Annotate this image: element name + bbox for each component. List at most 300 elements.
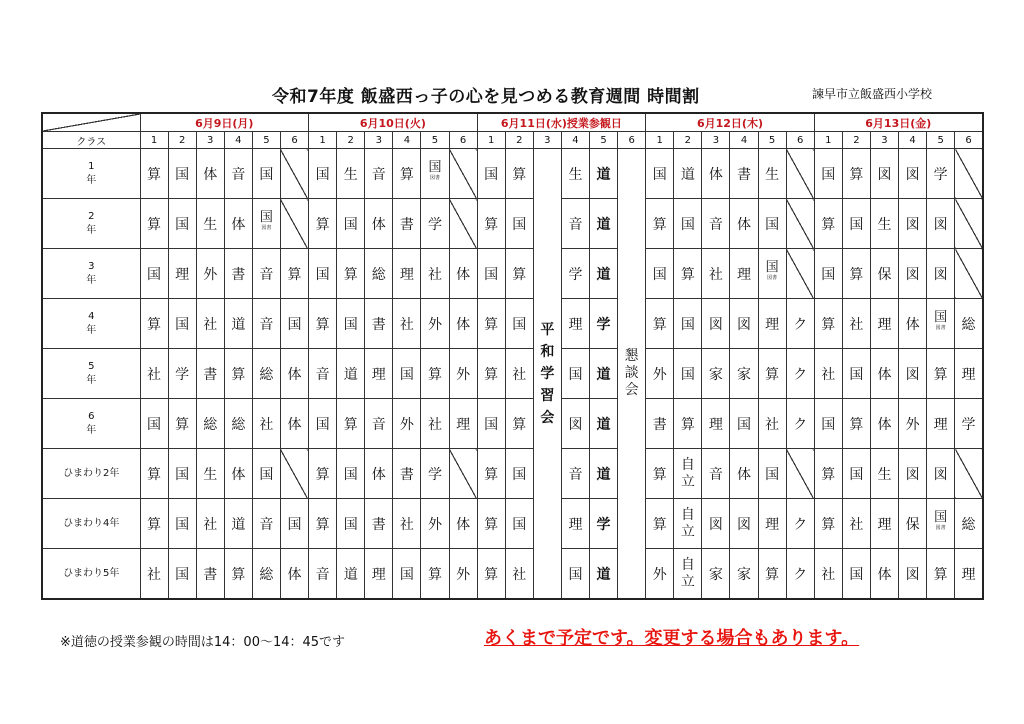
subject-cell: 外	[196, 249, 224, 299]
subject-cell: 外	[393, 399, 421, 449]
jiritsu-char: 立	[680, 523, 695, 540]
subject-cell: 道	[674, 149, 702, 199]
peace-assembly-label	[540, 319, 554, 429]
subject-cell: 総	[955, 299, 983, 349]
subject-cell: 体	[365, 199, 393, 249]
subject-cell: 生	[870, 199, 898, 249]
subject-cell: 国	[814, 399, 842, 449]
table-row	[42, 549, 983, 600]
subject-cell: 国	[393, 349, 421, 399]
subject-cell: 理	[702, 399, 730, 449]
subject-cell: 図	[899, 549, 927, 600]
subject-cell: 音	[252, 249, 280, 299]
subject-cell: 図	[899, 349, 927, 399]
class-suffix: 年	[86, 424, 97, 436]
period-number: 1	[814, 132, 842, 149]
subject-cell: 社	[758, 399, 786, 449]
class-header: クラス	[42, 132, 140, 149]
empty-slot	[955, 199, 983, 249]
subject-cell: 算	[758, 549, 786, 600]
subject-cell: 学	[421, 449, 449, 499]
period-number: 2	[842, 132, 870, 149]
subject-cell: 算	[421, 349, 449, 399]
subject-cell: 音	[365, 149, 393, 199]
empty-slot	[955, 149, 983, 199]
subject-cell: 国	[168, 299, 196, 349]
subject-top: 国	[934, 509, 948, 525]
table-row	[42, 399, 983, 449]
subject-cell: 道	[590, 149, 618, 199]
subject-cell: 図	[899, 199, 927, 249]
subject-cell: 算	[224, 349, 252, 399]
period-number: 4	[224, 132, 252, 149]
vchar: 学	[540, 365, 555, 382]
vchar: 習	[540, 387, 555, 404]
subject-cell: 社	[196, 499, 224, 549]
subject-cell: 道	[590, 549, 618, 600]
subject-cell: 国	[477, 399, 505, 449]
subject-cell: 算	[477, 199, 505, 249]
subject-cell: 算	[224, 549, 252, 600]
subject-cell: 書	[196, 349, 224, 399]
subject-cell: 体	[730, 449, 758, 499]
period-number: 2	[674, 132, 702, 149]
subject-cell: 国	[646, 249, 674, 299]
period-number: 1	[646, 132, 674, 149]
subject-cell: 国	[337, 499, 365, 549]
peace-assembly-cell	[533, 149, 561, 600]
subject-cell: 国	[842, 199, 870, 249]
schedule-warning: あくまで予定です。変更する場合もあります。	[484, 628, 860, 649]
period-number: 5	[252, 132, 280, 149]
subject-cell: 算	[140, 499, 168, 549]
class-name: ひまわり5年	[63, 567, 120, 579]
class-label	[42, 299, 140, 349]
subject-cell: 国	[730, 399, 758, 449]
table-row	[42, 349, 983, 399]
subject-cell: 国	[674, 199, 702, 249]
subject-cell: 総	[196, 399, 224, 449]
subject-cell: 国	[842, 549, 870, 600]
subject-kokugo-library	[927, 499, 955, 549]
subject-cell: 算	[477, 299, 505, 349]
subject-cell: ク	[786, 399, 814, 449]
subject-cell: 社	[421, 249, 449, 299]
subject-cell: 図	[899, 249, 927, 299]
subject-kokugo-library	[758, 249, 786, 299]
class-grade: 4	[88, 310, 95, 322]
subject-cell: 音	[309, 349, 337, 399]
subject-cell: 学	[561, 249, 589, 299]
subject-cell: 総	[252, 549, 280, 600]
period-number: 4	[899, 132, 927, 149]
period-number: 6	[280, 132, 308, 149]
period-number: 5	[590, 132, 618, 149]
subject-cell: 社	[393, 299, 421, 349]
subject-cell: 理	[365, 549, 393, 600]
period-number: 6	[449, 132, 477, 149]
subject-jiritsu	[674, 549, 702, 600]
subject-cell: 算	[280, 249, 308, 299]
subject-cell: 図	[730, 499, 758, 549]
subject-cell: 道	[224, 499, 252, 549]
subject-cell: 道	[590, 449, 618, 499]
class-suffix: 年	[86, 324, 97, 336]
subject-cell: 算	[842, 249, 870, 299]
subject-cell: 外	[646, 349, 674, 399]
subject-cell: 書	[730, 149, 758, 199]
subject-cell: 国	[814, 249, 842, 299]
empty-slot	[280, 149, 308, 199]
subject-cell: 算	[393, 149, 421, 199]
subject-cell: 道	[590, 199, 618, 249]
subject-cell: 外	[421, 499, 449, 549]
subject-sub: 図書	[935, 524, 946, 531]
vchar: 懇	[624, 348, 639, 364]
subject-cell: 国	[168, 499, 196, 549]
subject-cell: 国	[280, 499, 308, 549]
subject-cell: 社	[252, 399, 280, 449]
subject-cell: 書	[365, 499, 393, 549]
subject-cell: 生	[758, 149, 786, 199]
subject-cell: 社	[393, 499, 421, 549]
subject-cell: 書	[393, 449, 421, 499]
period-number: 3	[702, 132, 730, 149]
table-row	[42, 199, 983, 249]
subject-cell: 保	[870, 249, 898, 299]
period-number: 2	[168, 132, 196, 149]
table-row	[42, 449, 983, 499]
class-grade: 6	[88, 410, 95, 422]
period-number: 1	[140, 132, 168, 149]
subject-cell: 体	[280, 399, 308, 449]
period-number: 4	[561, 132, 589, 149]
subject-cell: 国	[309, 249, 337, 299]
subject-cell: 算	[814, 449, 842, 499]
school-name: 諫早市立飯盛西小学校	[812, 87, 933, 101]
subject-cell: 算	[477, 549, 505, 600]
subject-sub: 図書	[261, 224, 272, 231]
vchar: 和	[540, 343, 555, 360]
subject-cell: 国	[140, 399, 168, 449]
subject-cell: 体	[449, 299, 477, 349]
timetable	[41, 112, 984, 600]
subject-cell: 図	[927, 199, 955, 249]
subject-cell: 算	[646, 299, 674, 349]
subject-cell: 体	[224, 449, 252, 499]
period-number: 6	[618, 132, 646, 149]
class-label	[42, 549, 140, 600]
subject-cell: 国	[252, 449, 280, 499]
day-header: 6月11日(水)授業参観日	[477, 113, 646, 132]
subject-cell: 音	[561, 199, 589, 249]
subject-cell: 算	[140, 149, 168, 199]
subject-cell: 算	[477, 499, 505, 549]
class-name: ひまわり4年	[63, 517, 120, 529]
subject-cell: 図	[561, 399, 589, 449]
period-number: 1	[309, 132, 337, 149]
class-suffix: 年	[86, 174, 97, 186]
subject-cell: 書	[646, 399, 674, 449]
subject-cell: 算	[927, 349, 955, 399]
subject-cell: 道	[337, 549, 365, 600]
subject-cell: 国	[646, 149, 674, 199]
subject-cell: 国	[758, 449, 786, 499]
subject-cell: 学	[421, 199, 449, 249]
subject-cell: 図	[899, 149, 927, 199]
subject-cell: 生	[196, 449, 224, 499]
subject-cell: 音	[702, 199, 730, 249]
class-label	[42, 499, 140, 549]
subject-cell: 体	[702, 149, 730, 199]
subject-cell: 算	[674, 249, 702, 299]
subject-cell: ク	[786, 549, 814, 600]
subject-cell: 理	[955, 349, 983, 399]
subject-cell: 国	[561, 349, 589, 399]
subject-cell: 社	[505, 549, 533, 600]
subject-cell: 算	[309, 199, 337, 249]
empty-slot	[449, 199, 477, 249]
class-grade: 3	[88, 260, 95, 272]
subject-cell: 算	[140, 199, 168, 249]
subject-cell: 国	[505, 449, 533, 499]
subject-cell: 社	[140, 349, 168, 399]
subject-cell: 算	[758, 349, 786, 399]
subject-cell: 算	[674, 399, 702, 449]
subject-cell: 算	[842, 399, 870, 449]
vchar: 談	[624, 365, 639, 381]
period-number: 2	[337, 132, 365, 149]
period-number: 6	[955, 132, 983, 149]
class-name: ひまわり2年	[63, 467, 120, 479]
subject-cell: 体	[870, 399, 898, 449]
subject-cell: 理	[730, 249, 758, 299]
subject-cell: 書	[196, 549, 224, 600]
class-label	[42, 449, 140, 499]
subject-cell: 体	[280, 549, 308, 600]
subject-cell: 図	[702, 499, 730, 549]
subject-cell: 国	[280, 299, 308, 349]
class-suffix: 年	[86, 374, 97, 386]
subject-cell: 音	[309, 549, 337, 600]
subject-sub: 図書	[767, 274, 778, 281]
empty-slot	[449, 449, 477, 499]
subject-top: 国	[259, 209, 273, 225]
subject-cell: 音	[252, 299, 280, 349]
subject-cell: 理	[927, 399, 955, 449]
subject-jiritsu	[674, 449, 702, 499]
subject-cell: 社	[505, 349, 533, 399]
page-title: 令和7年度 飯盛西っ子の心を見つめる教育週間 時間割	[272, 87, 700, 107]
subject-cell: 国	[842, 349, 870, 399]
subject-cell: 学	[955, 399, 983, 449]
period-number: 5	[927, 132, 955, 149]
jiritsu-char: 自	[680, 556, 695, 573]
subject-cell: 学	[168, 349, 196, 399]
subject-cell: 算	[842, 149, 870, 199]
subject-cell: 図	[730, 299, 758, 349]
subject-cell: 理	[561, 299, 589, 349]
table-row	[42, 499, 983, 549]
day-header: 6月10日(火)	[309, 113, 478, 132]
subject-cell: 図	[702, 299, 730, 349]
subject-cell: 算	[309, 449, 337, 499]
subject-cell: 国	[477, 249, 505, 299]
parent-meeting-label	[625, 348, 639, 399]
subject-cell: 算	[140, 299, 168, 349]
subject-cell: 国	[758, 199, 786, 249]
subject-cell: 算	[927, 549, 955, 600]
subject-cell: 国	[168, 149, 196, 199]
subject-cell: 外	[899, 399, 927, 449]
subject-jiritsu	[674, 499, 702, 549]
subject-cell: 総	[365, 249, 393, 299]
table-row	[42, 249, 983, 299]
class-label	[42, 149, 140, 199]
corner-cell	[42, 113, 140, 132]
subject-cell: 体	[870, 349, 898, 399]
empty-slot	[955, 249, 983, 299]
empty-slot	[786, 449, 814, 499]
class-label	[42, 399, 140, 449]
subject-cell: 理	[870, 499, 898, 549]
subject-cell: 音	[252, 499, 280, 549]
subject-cell: 算	[140, 449, 168, 499]
empty-slot	[280, 449, 308, 499]
class-suffix: 年	[86, 274, 97, 286]
subject-cell: 国	[393, 549, 421, 600]
subject-cell: 国	[674, 349, 702, 399]
subject-cell: 算	[477, 349, 505, 399]
subject-cell: 外	[646, 549, 674, 600]
subject-cell: 理	[870, 299, 898, 349]
empty-slot	[786, 149, 814, 199]
subject-cell: 音	[702, 449, 730, 499]
period-number: 4	[730, 132, 758, 149]
subject-cell: 図	[927, 449, 955, 499]
footnote: ※道徳の授業参観の時間は14：00～14：45です	[60, 635, 346, 650]
subject-cell: 生	[561, 149, 589, 199]
subject-cell: 理	[393, 249, 421, 299]
subject-cell: 家	[702, 549, 730, 600]
subject-cell: 社	[140, 549, 168, 600]
subject-cell: 体	[365, 449, 393, 499]
subject-kokugo-library	[421, 149, 449, 199]
subject-cell: 体	[730, 199, 758, 249]
subject-kokugo-library	[927, 299, 955, 349]
day-header: 6月12日(木)	[646, 113, 815, 132]
subject-cell: 社	[702, 249, 730, 299]
subject-cell: 国	[168, 199, 196, 249]
jiritsu-char: 立	[680, 473, 695, 490]
subject-top: 国	[428, 159, 442, 175]
subject-cell: ク	[786, 499, 814, 549]
subject-cell: 外	[449, 349, 477, 399]
subject-cell: 体	[870, 549, 898, 600]
subject-cell: 生	[337, 149, 365, 199]
period-number: 3	[196, 132, 224, 149]
period-number: 3	[365, 132, 393, 149]
period-number: 6	[786, 132, 814, 149]
subject-cell: 音	[365, 399, 393, 449]
subject-cell: 家	[730, 549, 758, 600]
subject-cell: 社	[814, 549, 842, 600]
subject-cell: 図	[927, 249, 955, 299]
jiritsu-char: 立	[680, 573, 695, 590]
subject-cell: 体	[449, 249, 477, 299]
subject-cell: 算	[168, 399, 196, 449]
empty-slot	[955, 449, 983, 499]
subject-cell: 算	[421, 549, 449, 600]
day-header: 6月9日(月)	[140, 113, 309, 132]
class-grade: 1	[88, 160, 95, 172]
subject-cell: 図	[870, 149, 898, 199]
subject-cell: 道	[590, 349, 618, 399]
subject-cell: 社	[842, 499, 870, 549]
subject-sub: 図書	[429, 174, 440, 181]
subject-cell: 国	[814, 149, 842, 199]
period-number: 2	[505, 132, 533, 149]
subject-cell: 国	[561, 549, 589, 600]
subject-cell: 国	[477, 149, 505, 199]
period-number: 4	[393, 132, 421, 149]
subject-cell: 音	[224, 149, 252, 199]
table-row	[42, 149, 983, 199]
subject-cell: 算	[337, 249, 365, 299]
subject-cell: ク	[786, 299, 814, 349]
subject-cell: 家	[702, 349, 730, 399]
subject-cell: 算	[477, 449, 505, 499]
subject-cell: 理	[758, 299, 786, 349]
subject-cell: 外	[421, 299, 449, 349]
subject-cell: 国	[674, 299, 702, 349]
subject-cell: 国	[309, 399, 337, 449]
class-grade: 2	[88, 210, 95, 222]
subject-cell: 外	[449, 549, 477, 600]
subject-cell: 体	[196, 149, 224, 199]
subject-cell: 算	[646, 199, 674, 249]
subject-cell: 学	[590, 299, 618, 349]
subject-cell: 社	[421, 399, 449, 449]
subject-cell: 学	[927, 149, 955, 199]
subject-cell: 道	[224, 299, 252, 349]
jiritsu-char: 自	[680, 456, 695, 473]
subject-cell: ク	[786, 349, 814, 399]
empty-slot	[449, 149, 477, 199]
subject-cell: 算	[309, 499, 337, 549]
subject-cell: 道	[590, 249, 618, 299]
subject-cell: 総	[955, 499, 983, 549]
subject-cell: 算	[814, 299, 842, 349]
period-number: 5	[421, 132, 449, 149]
subject-cell: 理	[168, 249, 196, 299]
subject-cell: 生	[196, 199, 224, 249]
vchar: 会	[540, 409, 555, 426]
subject-cell: 理	[758, 499, 786, 549]
subject-cell: 体	[224, 199, 252, 249]
subject-cell: 総	[252, 349, 280, 399]
subject-cell: 生	[870, 449, 898, 499]
vchar: 会	[624, 382, 639, 398]
subject-cell: 図	[899, 449, 927, 499]
subject-cell: 国	[505, 199, 533, 249]
subject-cell: 社	[196, 299, 224, 349]
period-number: 1	[477, 132, 505, 149]
subject-cell: 算	[814, 199, 842, 249]
subject-cell: 算	[505, 399, 533, 449]
subject-cell: 国	[309, 149, 337, 199]
subject-cell: 音	[561, 449, 589, 499]
